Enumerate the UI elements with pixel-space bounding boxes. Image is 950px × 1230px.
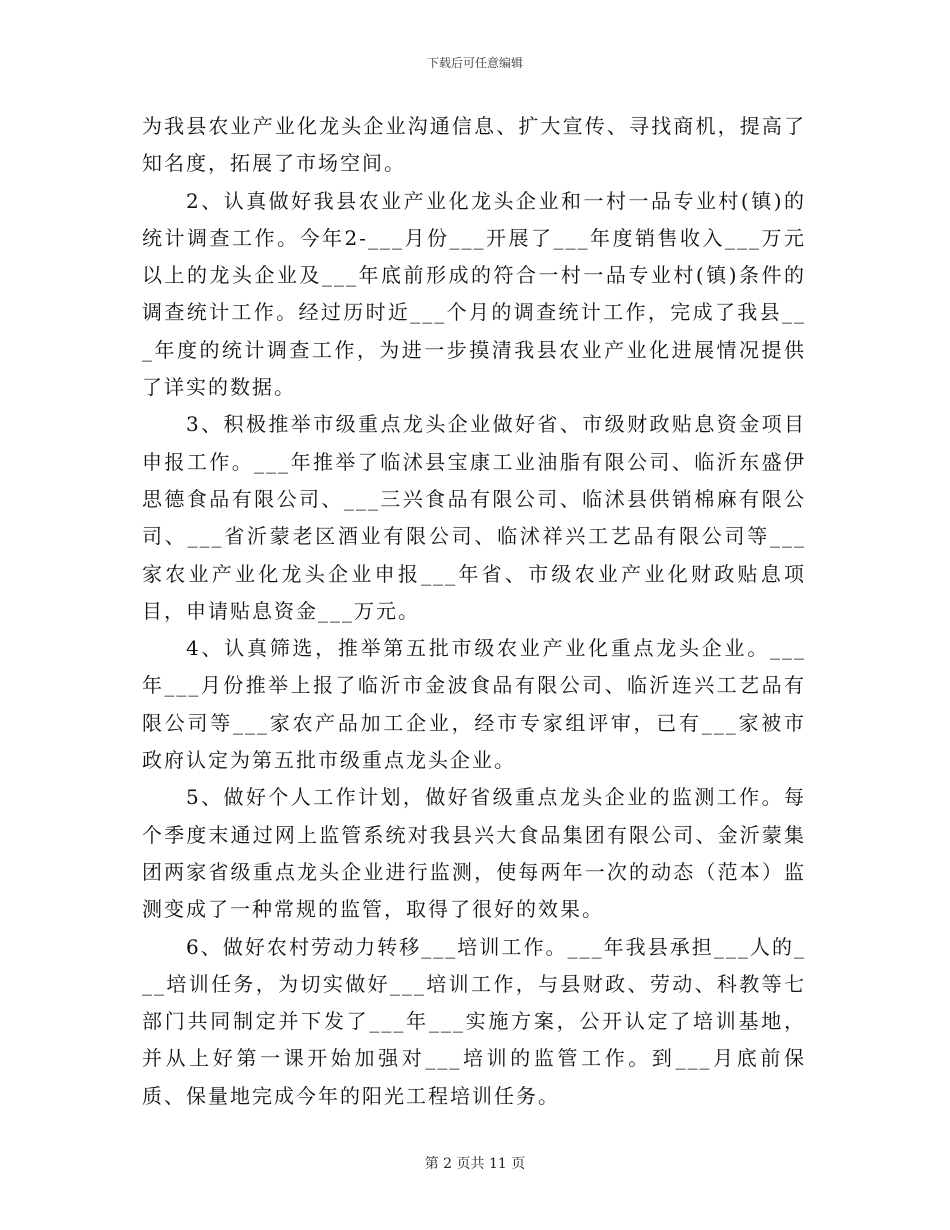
paragraph-item-2: 2、认真做好我县农业产业化龙头企业和一村一品专业村(镇)的统计调查工作。今年2-___月份___开展了___年度销售收入___万元以上的龙头企业及___年底前形成的符合一村一品专业村(镇)条件的调查统计工作。经过历时近___个月的调查统计工作，完成了我县___年度的统计调查工作，为进一步摸清我县农业产业化进展情况提供了详实的数据。: [142, 188, 806, 400]
paragraph-item-3: 3、积极推举市级重点龙头企业做好省、市级财政贴息资金项目申报工作。___年推举了临沭县宝康工业油脂有限公司、临沂东盛伊思德食品有限公司、___三兴食品有限公司、临沭县供销棉麻有限公司、___省沂蒙老区酒业有限公司、临沭祥兴工艺品有限公司等___家农业产业化龙头企业申报___年省、市级农业产业化财政贴息项目，申请贴息资金___万元。: [142, 412, 806, 623]
document-body: [142, 108, 806, 1115]
paragraph-item-6: 6、做好农村劳动力转移___培训工作。___年我县承担___人的___培训任务，为切实做好___培训工作，与县财政、劳动、科教等七部门共同制定并下发了___年___实施方案，公开认定了培训基地，并从上好第一课开始加强对___培训的监管工作。到___月底前保质、保量地完成今年的阳光工程培训任务。: [142, 934, 806, 1108]
page-number: 第 2 页共 11 页: [424, 1156, 526, 1172]
paragraph-continuation: 为我县农业产业化龙头企业沟通信息、扩大宣传、寻找商机，提高了知名度，拓展了市场空间。: [142, 114, 806, 176]
paragraph-item-4: 4、认真筛选，推举第五批市级农业产业化重点龙头企业。___年___月份推举上报了临沂市金波食品有限公司、临沂连兴工艺品有限公司等___家农产品加工企业，经市专家组评审，已有___家被市政府认定为第五批市级重点龙头企业。: [142, 636, 806, 773]
page-header: 下载后可任意编辑: [426, 56, 523, 70]
paragraph-item-5: 5、做好个人工作计划，做好省级重点龙头企业的监测工作。每个季度末通过网上监管系统对我县兴大食品集团有限公司、金沂蒙集团两家省级重点龙头企业进行监测，使每两年一次的动态（范本）监测变成了一种常规的监管，取得了很好的效果。: [142, 785, 806, 922]
